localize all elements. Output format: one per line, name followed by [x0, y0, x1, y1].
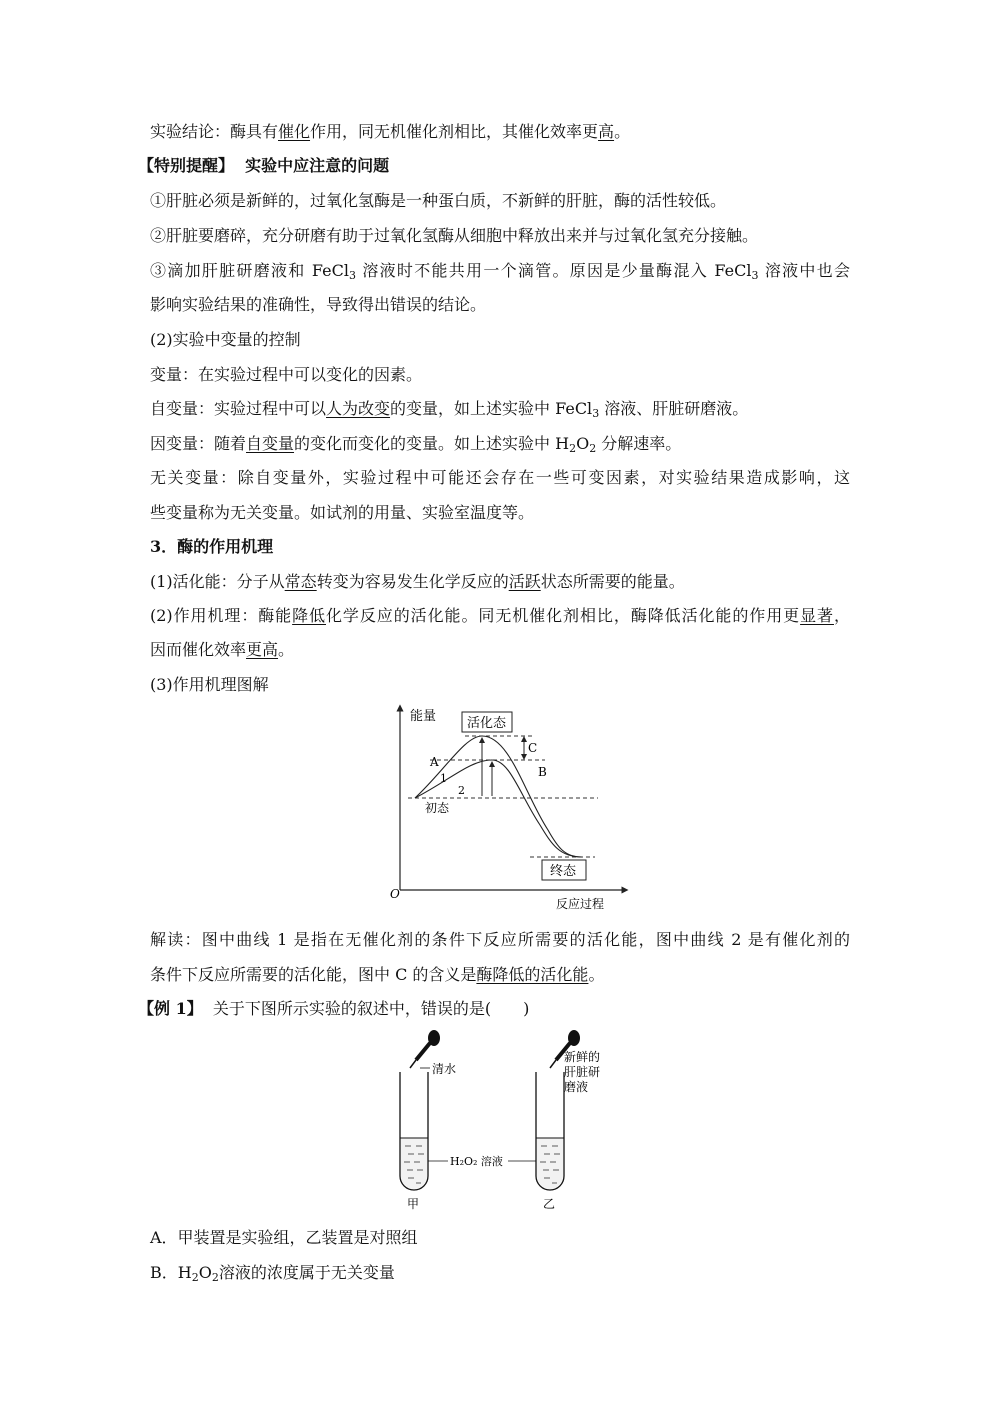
origin-label: O: [390, 887, 400, 901]
example-question-text: 关于下图所示实验的叙述中，错误的是( ): [212, 999, 530, 1018]
irrelevant-variable-cont: 些变量称为无关变量。如试剂的用量、实验室温度等。: [150, 503, 535, 522]
activation-energy: [150, 572, 685, 592]
conclusion-prefix: 实验结论：酶具有: [150, 122, 279, 141]
diagram-title: (3)作用机理图解: [150, 675, 269, 694]
indep-c: 溶液、肝脏研磨液。: [599, 399, 749, 418]
y-axis-label: 能量: [410, 709, 437, 724]
dep-a: 因变量：随着: [150, 434, 247, 453]
h2o2-solution-label: H₂O₂ 溶液: [450, 1155, 503, 1168]
mech-answer-3: 更高: [246, 640, 279, 659]
conclusion-answer-1: 催化: [278, 122, 311, 141]
mech-answer-1: 降低: [292, 606, 326, 625]
active-state-label: 活化态: [467, 716, 507, 731]
conclusion-answer-2: 高: [598, 122, 615, 141]
x-axis-label: 反应过程: [556, 897, 605, 911]
mech-d: 因而催化效率: [150, 640, 247, 659]
option-b: [150, 1263, 395, 1283]
act-b: 转变为容易发生化学反应的: [316, 572, 509, 591]
act-answer-2: 活跃: [508, 572, 541, 591]
fresh-label-2: 肝脏研: [564, 1065, 601, 1079]
tube-jia-label: 甲: [407, 1197, 420, 1211]
mechanism-text: [150, 606, 850, 626]
interp-a: 条件下反应所需要的活化能，图中 C 的含义是: [150, 965, 477, 984]
initial-state-label: 初态: [425, 801, 450, 815]
subscript: 2: [569, 442, 577, 455]
subscript: 3: [751, 269, 759, 282]
option-a: A．甲装置是实验组，乙装置是对照组: [150, 1228, 418, 1247]
mech-c: ，: [833, 606, 850, 625]
subscript: 3: [592, 407, 600, 420]
variable-definition: 变量：在实验过程中可以变化的因素。: [150, 365, 423, 384]
tube-yi-label: 乙: [543, 1197, 556, 1211]
reminder-point-3: [150, 261, 850, 281]
dep-c: O: [576, 434, 590, 453]
reminder-heading-text: 实验中应注意的问题: [245, 156, 390, 175]
uncatalyzed-curve: [415, 736, 582, 857]
subscript: 2: [589, 442, 597, 455]
interpretation-line-1: 解读：图中曲线 1 是指在无催化剂的条件下反应所需要的活化能，图中曲线 2 是有催化剂的: [150, 930, 850, 949]
option-b-b: O: [198, 1263, 212, 1282]
dependent-variable: [150, 434, 681, 454]
reminder-heading: [138, 156, 389, 176]
subscript: 2: [191, 1271, 199, 1284]
option-b-a: B．H: [150, 1263, 192, 1282]
indep-a: 自变量：实验过程中可以: [150, 399, 327, 418]
subscript: 2: [211, 1271, 219, 1284]
independent-variable: [150, 399, 748, 419]
reminder-point-3-a: ③滴加肝脏研磨液和 FeCl: [150, 261, 349, 280]
mechanism-title: 3．酶的作用机理: [150, 537, 274, 556]
example-question: [138, 999, 529, 1019]
act-a: (1)活化能：分子从: [150, 572, 285, 591]
conclusion-mid: 作用，同无机催化剂相比，其催化效率更: [310, 122, 599, 141]
conclusion-end: 。: [614, 122, 631, 141]
reminder-title: 【特别提醒】: [138, 156, 235, 175]
subscript: 3: [348, 269, 356, 282]
interp-answer: 酶降低的活化能: [476, 965, 589, 984]
label-b: B: [538, 765, 547, 779]
energy-diagram: [370, 700, 650, 915]
reminder-point-3-b: 溶液时不能共用一个滴管。原因是少量酶混入 FeCl: [355, 261, 752, 280]
dep-b: 的变化而变化的变量。如上述实验中 H: [294, 434, 570, 453]
mech-b: 化学反应的活化能。同无机催化剂相比，酶降低活化能的作用更: [326, 606, 801, 625]
fresh-label-3: 磨液: [564, 1080, 589, 1094]
mechanism-text-cont: [150, 640, 294, 660]
mech-e: 。: [278, 640, 295, 659]
test-tube-diagram: [380, 1028, 630, 1213]
dep-answer: 自变量: [246, 434, 295, 453]
label-2: 2: [458, 784, 465, 797]
act-c: 状态所需要的能量。: [540, 572, 685, 591]
reminder-point-3-c: 溶液中也会: [758, 261, 850, 280]
label-1: 1: [440, 772, 447, 785]
conclusion-line: [150, 122, 630, 142]
water-label: 清水: [432, 1062, 457, 1076]
interp-b: 。: [588, 965, 605, 984]
fresh-label-1: 新鲜的: [564, 1050, 601, 1064]
act-answer-1: 常态: [284, 572, 317, 591]
control-title: (2)实验中变量的控制: [150, 330, 301, 349]
dep-d: 分解速率。: [596, 434, 682, 453]
mech-answer-2: 显著: [800, 606, 834, 625]
label-c: C: [528, 741, 538, 755]
reminder-point-2: ②肝脏要磨碎，充分研磨有助于过氧化氢酶从细胞中释放出来并与过氧化氢充分接触。: [150, 226, 759, 245]
final-state-label: 终态: [550, 864, 577, 879]
irrelevant-variable: 无关变量：除自变量外，实验过程中可能还会存在一些可变因素，对实验结果造成影响，这: [150, 468, 850, 487]
label-a: A: [430, 755, 439, 769]
indep-b: 的变量，如上述实验中 FeCl: [390, 399, 593, 418]
indep-answer: 人为改变: [326, 399, 391, 418]
example-tag: 【例 1】: [138, 999, 203, 1018]
mech-a: (2)作用机理：酶能: [150, 606, 293, 625]
interpretation-line-2: [150, 965, 604, 985]
reminder-point-1: ①肝脏必须是新鲜的，过氧化氢酶是一种蛋白质，不新鲜的肝脏，酶的活性较低。: [150, 191, 727, 210]
reminder-point-3-cont: 影响实验结果的准确性，导致得出错误的结论。: [150, 295, 487, 314]
option-b-c: 溶液的浓度属于无关变量: [218, 1263, 395, 1282]
